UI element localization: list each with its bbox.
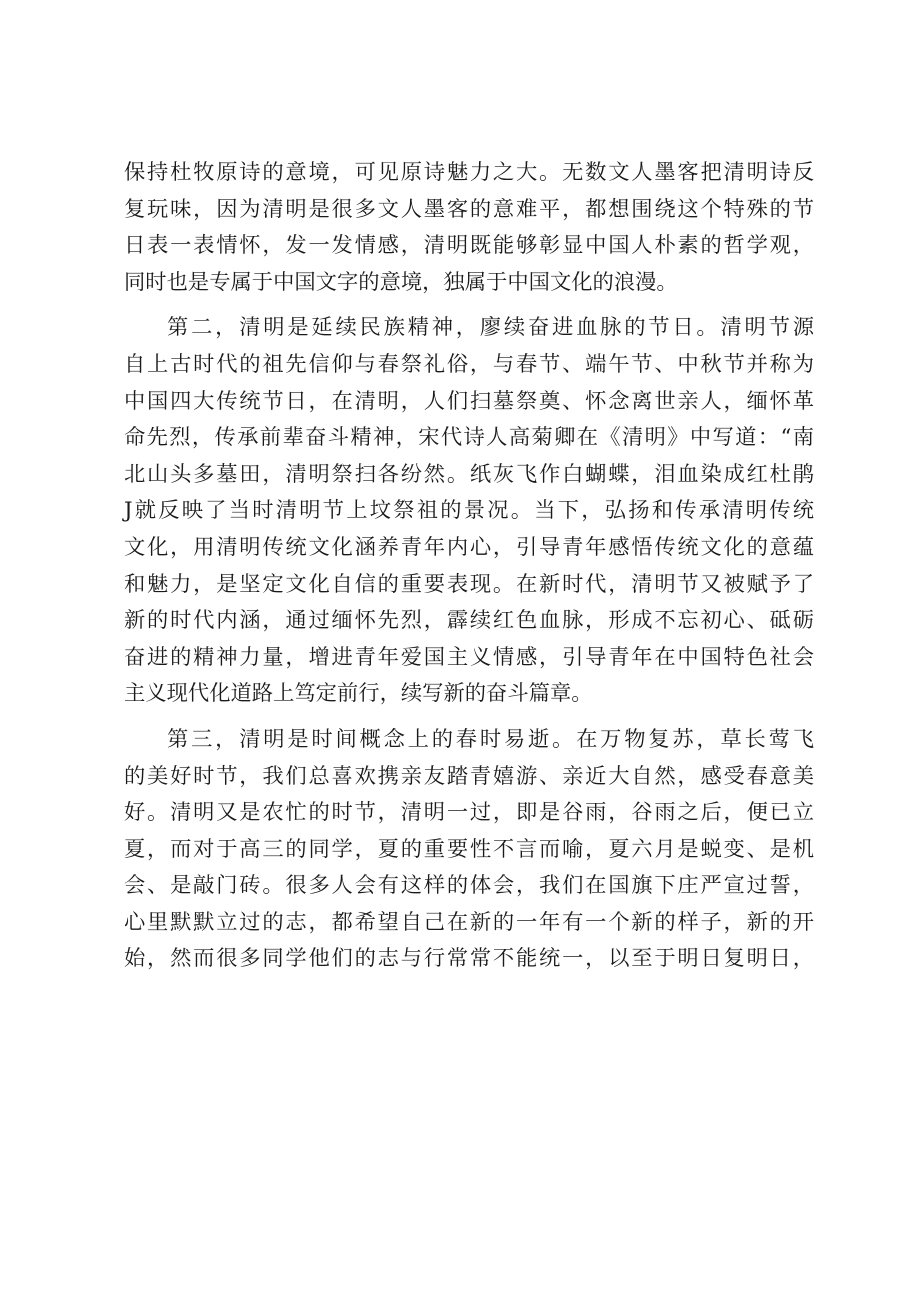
text-line: 夏，而对于高三的同学，夏的重要性不言而喻，夏六月是蜕变、是机 (124, 836, 814, 862)
text-line: 第二，清明是延续民族精神，廖续奋进血脉的节日。清明节源 (167, 315, 814, 341)
text-line: 会、是敲门砖。很多人会有这样的体会，我们在国旗下庄严宣过誓， (124, 873, 814, 899)
text-line: 心里默默立过的志，都希望自己在新的一年有一个新的样子，新的开 (124, 909, 814, 935)
text-line: 和魅力，是坚定文化自信的重要表现。在新时代，清明节又被赋予了 (124, 571, 814, 597)
body-text (124, 155, 814, 978)
text-line: 中国四大传统节日，在清明，人们扫墓祭奠、怀念离世亲人，缅怀革 (124, 388, 814, 414)
paragraph-1 (124, 155, 814, 301)
text-line: 主义现代化道路上笃定前行，续写新的奋斗篇章。 (124, 681, 593, 707)
text-line: 保持杜牧原诗的意境，可见原诗魅力之大。无数文人墨客把清明诗反 (124, 160, 814, 185)
text-line: 第三，清明是时间概念上的春时易逝。在万物复苏，草长莺飞 (167, 726, 814, 752)
text-line: 北山头多墓田，清明祭扫各纷然。纸灰飞作白蝴蝶，泪血染成红杜鹃 (124, 461, 814, 487)
text-line: 的美好时节，我们总喜欢携亲友踏青嬉游、亲近大自然，感受春意美 (124, 763, 814, 789)
text-line: 好。清明又是农忙的时节，清明一过，即是谷雨，谷雨之后，便已立 (124, 800, 814, 826)
text-line: J就反映了当时清明节上坟祭祖的景况。当下，弘扬和传承清明传统 (124, 498, 814, 524)
paragraph-3 (124, 722, 814, 978)
text-line: 同时也是专属于中国文字的意境，独属于中国文化的浪漫。 (124, 269, 678, 295)
text-line: 新的时代内涵，通过缅怀先烈，霹续红色血脉，形成不忘初心、砥砺 (124, 608, 814, 634)
text-line: 复玩味，因为清明是很多文人墨客的意难平，都想围绕这个特殊的节 (124, 196, 814, 222)
text-line: 自上古时代的祖先信仰与春祭礼俗，与春节、端午节、中秋节并称为 (124, 351, 814, 377)
text-line: 日表一表情怀，发一发情感，清明既能够彰显中国人朴素的哲学观， (124, 233, 814, 259)
paragraph-2 (124, 310, 814, 713)
text-line: 奋进的精神力量，增进青年爱国主义情感，引导青年在中国特色社会 (124, 644, 814, 670)
text-line: 文化，用清明传统文化涵养青年内心，引导青年感悟传统文化的意蕴 (124, 534, 814, 560)
text-line: 命先烈，传承前辈奋斗精神，宋代诗人高菊卿在《清明》中写道：“南 (124, 425, 814, 451)
text-line: 始，然而很多同学他们的志与行常常不能统一，以至于明日复明日， (124, 946, 814, 972)
